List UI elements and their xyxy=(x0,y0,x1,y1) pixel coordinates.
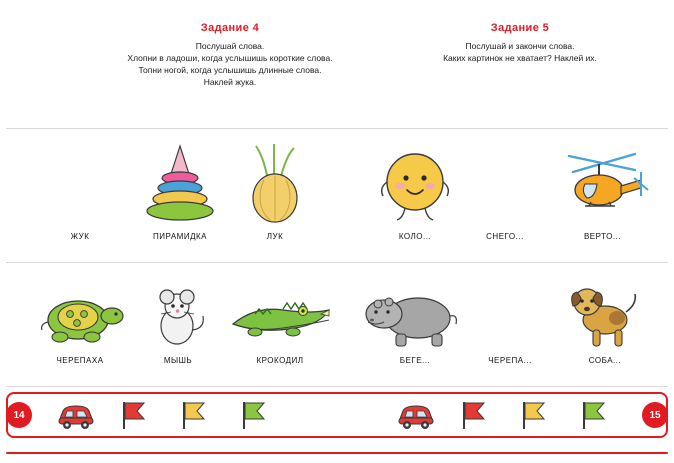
crocodile-icon xyxy=(225,280,335,350)
kolobok-icon xyxy=(375,140,455,226)
dog-icon xyxy=(560,280,650,350)
flag-red-icon xyxy=(118,399,150,436)
flag-green-icon xyxy=(578,399,610,436)
cell-cherepaha[interactable] xyxy=(30,280,130,365)
onion-icon xyxy=(235,140,315,226)
caption-krokodil: КРОКОДИЛ xyxy=(256,356,304,365)
cell-mysh[interactable] xyxy=(138,280,218,365)
divider-middle xyxy=(6,262,668,263)
caption-verto: ВЕРТО... xyxy=(583,232,622,241)
caption-soba: СОБА... xyxy=(588,356,622,365)
empty-sticker-slot[interactable] xyxy=(465,140,545,226)
cell-zhuk[interactable] xyxy=(40,140,120,241)
cell-krokodil[interactable] xyxy=(225,280,335,365)
cell-cherepa[interactable] xyxy=(465,280,555,365)
flag-green-icon xyxy=(238,399,270,436)
cell-soba[interactable] xyxy=(560,280,650,365)
caption-bege: БЕГЕ... xyxy=(399,356,431,365)
flag-yellow-icon xyxy=(518,399,550,436)
mouse-icon xyxy=(138,280,218,350)
task-5-title: Задание 5 xyxy=(490,22,550,34)
helicopter-icon xyxy=(555,140,650,226)
hippo-icon xyxy=(360,280,470,350)
pyramid-toy-icon xyxy=(135,140,225,226)
task-5-instruction-line-1: Послушай и закончи слова. xyxy=(465,41,575,51)
page-number-right: 15 xyxy=(642,402,668,428)
task-4-instruction-line-4: Наклей жука. xyxy=(203,77,257,87)
cell-kolo[interactable] xyxy=(375,140,455,241)
empty-sticker-slot[interactable] xyxy=(40,140,120,226)
divider-top xyxy=(6,128,668,129)
caption-mysh: МЫШЬ xyxy=(163,356,193,365)
task-5-instruction-line-2: Каких картинок не хватает? Наклей их. xyxy=(443,53,597,63)
caption-cherepa: ЧЕРЕПА... xyxy=(488,356,532,365)
caption-piramidka: ПИРАМИДКА xyxy=(153,232,207,241)
caption-cherepaha: ЧЕРЕПАХА xyxy=(56,356,104,365)
task-4-instruction-line-1: Послушай слова. xyxy=(195,41,265,51)
car-icon xyxy=(396,399,436,436)
caption-kolo: КОЛО... xyxy=(398,232,432,241)
caption-zhuk: ЖУК xyxy=(70,232,90,241)
task-4-instruction-line-2: Хлопни в ладоши, когда услышишь короткие слова. xyxy=(127,53,333,63)
turtle-icon xyxy=(30,280,130,350)
divider-bottom xyxy=(6,386,668,387)
cell-bege[interactable] xyxy=(360,280,470,365)
caption-snego: СНЕГО... xyxy=(486,232,524,241)
caption-luk: ЛУК xyxy=(266,232,284,241)
footer-strip xyxy=(6,392,668,438)
cell-snego[interactable] xyxy=(465,140,545,241)
car-icon xyxy=(56,399,96,436)
cell-piramidka[interactable] xyxy=(135,140,225,241)
task-4-instruction-line-3: Топни ногой, когда услышишь длинные слова. xyxy=(138,65,322,75)
task-4-title: Задание 4 xyxy=(200,22,260,34)
cell-verto[interactable] xyxy=(555,140,650,241)
bottom-rule xyxy=(6,452,668,454)
page-number-left: 14 xyxy=(6,402,32,428)
empty-sticker-slot[interactable] xyxy=(465,280,555,350)
cell-luk[interactable] xyxy=(235,140,315,241)
flag-red-icon xyxy=(458,399,490,436)
flag-yellow-icon xyxy=(178,399,210,436)
